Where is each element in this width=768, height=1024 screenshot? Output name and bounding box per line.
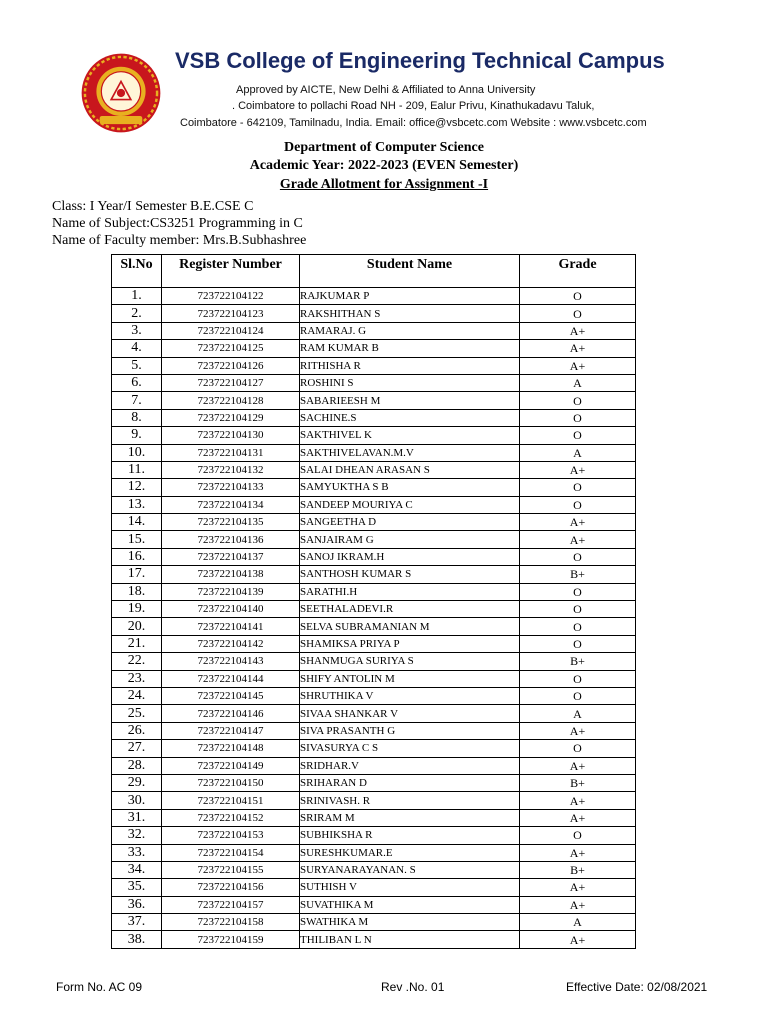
grade-cell: A+ xyxy=(520,340,636,357)
student-name-cell: SURYANARAYANAN. S xyxy=(300,861,520,878)
register-number-cell: 723722104124 xyxy=(162,322,300,339)
register-number-cell: 723722104159 xyxy=(162,931,300,948)
student-name-cell: SANDEEP MOURIYA C xyxy=(300,496,520,513)
grade-cell: O xyxy=(520,601,636,618)
student-name-cell: SUTHISH V xyxy=(300,879,520,896)
grade-cell: A+ xyxy=(520,531,636,548)
serial-number-cell: 36. xyxy=(112,896,162,913)
register-number-cell: 723722104151 xyxy=(162,792,300,809)
grade-cell: A+ xyxy=(520,931,636,948)
header-sl-no: Sl.No xyxy=(112,255,162,288)
form-number: Form No. AC 09 xyxy=(56,980,143,994)
register-number-cell: 723722104123 xyxy=(162,305,300,322)
register-number-cell: 723722104138 xyxy=(162,566,300,583)
register-number-cell: 723722104133 xyxy=(162,479,300,496)
table-row xyxy=(112,322,636,339)
student-name-cell: SUBHIKSHA R xyxy=(300,827,520,844)
table-row xyxy=(112,687,636,704)
student-name-cell: SANJAIRAM G xyxy=(300,531,520,548)
student-name-cell: SELVA SUBRAMANIAN M xyxy=(300,618,520,635)
register-number-cell: 723722104153 xyxy=(162,827,300,844)
student-name-cell: SRIRAM M xyxy=(300,809,520,826)
student-name-cell: SACHINE.S xyxy=(300,409,520,426)
table-row xyxy=(112,722,636,739)
table-row xyxy=(112,670,636,687)
serial-number-cell: 13. xyxy=(112,496,162,513)
student-name-cell: SEETHALADEVI.R xyxy=(300,601,520,618)
table-row xyxy=(112,653,636,670)
register-number-cell: 723722104126 xyxy=(162,357,300,374)
register-number-cell: 723722104131 xyxy=(162,444,300,461)
register-number-cell: 723722104157 xyxy=(162,896,300,913)
grade-cell: O xyxy=(520,496,636,513)
table-row xyxy=(112,548,636,565)
grade-cell: A xyxy=(520,914,636,931)
register-number-cell: 723722104139 xyxy=(162,583,300,600)
document-title: Grade Allotment for Assignment -I xyxy=(279,177,489,192)
student-name-cell: SARATHI.H xyxy=(300,583,520,600)
register-number-cell: 723722104135 xyxy=(162,514,300,531)
serial-number-cell: 3. xyxy=(112,322,162,339)
table-row xyxy=(112,914,636,931)
serial-number-cell: 21. xyxy=(112,635,162,652)
serial-number-cell: 19. xyxy=(112,601,162,618)
serial-number-cell: 38. xyxy=(112,931,162,948)
student-name-cell: SHAMIKSA PRIYA P xyxy=(300,635,520,652)
grade-cell: A xyxy=(520,374,636,391)
register-number-cell: 723722104127 xyxy=(162,374,300,391)
subject-info: Name of Subject:CS3251 Programming in C xyxy=(52,216,303,231)
table-row xyxy=(112,635,636,652)
serial-number-cell: 31. xyxy=(112,809,162,826)
serial-number-cell: 37. xyxy=(112,914,162,931)
student-name-cell: SUVATHIKA M xyxy=(300,896,520,913)
student-name-cell: SRINIVASH. R xyxy=(300,792,520,809)
serial-number-cell: 29. xyxy=(112,774,162,791)
academic-year-heading: Academic Year: 2022-2023 (EVEN Semester) xyxy=(249,158,519,173)
student-name-cell: SIVAA SHANKAR V xyxy=(300,705,520,722)
register-number-cell: 723722104148 xyxy=(162,740,300,757)
student-name-cell: SRIDHAR.V xyxy=(300,757,520,774)
table-row xyxy=(112,357,636,374)
register-number-cell: 723722104150 xyxy=(162,774,300,791)
grades-table-body xyxy=(112,288,636,949)
grade-cell: O xyxy=(520,687,636,704)
register-number-cell: 723722104152 xyxy=(162,809,300,826)
table-row xyxy=(112,861,636,878)
table-row xyxy=(112,461,636,478)
register-number-cell: 723722104140 xyxy=(162,601,300,618)
student-name-cell: SHANMUGA SURIYA S xyxy=(300,653,520,670)
table-row xyxy=(112,531,636,548)
student-name-cell: SWATHIKA M xyxy=(300,914,520,931)
grade-cell: B+ xyxy=(520,653,636,670)
grade-cell: A+ xyxy=(520,357,636,374)
serial-number-cell: 8. xyxy=(112,409,162,426)
grade-cell: A+ xyxy=(520,792,636,809)
serial-number-cell: 20. xyxy=(112,618,162,635)
table-row xyxy=(112,444,636,461)
table-row xyxy=(112,879,636,896)
grade-cell: B+ xyxy=(520,774,636,791)
register-number-cell: 723722104144 xyxy=(162,670,300,687)
grade-cell: A+ xyxy=(520,844,636,861)
table-row xyxy=(112,618,636,635)
table-row xyxy=(112,496,636,513)
grade-cell: O xyxy=(520,618,636,635)
register-number-cell: 723722104129 xyxy=(162,409,300,426)
table-row xyxy=(112,931,636,948)
serial-number-cell: 5. xyxy=(112,357,162,374)
table-row xyxy=(112,844,636,861)
student-name-cell: SAMYUKTHA S B xyxy=(300,479,520,496)
serial-number-cell: 30. xyxy=(112,792,162,809)
table-row xyxy=(112,896,636,913)
table-row xyxy=(112,374,636,391)
table-row xyxy=(112,705,636,722)
approval-text: Approved by AICTE, New Delhi & Affiliated to Anna University xyxy=(236,84,536,96)
table-row xyxy=(112,792,636,809)
serial-number-cell: 17. xyxy=(112,566,162,583)
student-name-cell: SANGEETHA D xyxy=(300,514,520,531)
register-number-cell: 723722104158 xyxy=(162,914,300,931)
table-row xyxy=(112,340,636,357)
serial-number-cell: 33. xyxy=(112,844,162,861)
table-row xyxy=(112,740,636,757)
serial-number-cell: 12. xyxy=(112,479,162,496)
student-name-cell: SURESHKUMAR.E xyxy=(300,844,520,861)
grade-cell: O xyxy=(520,548,636,565)
student-name-cell: SHRUTHIKA V xyxy=(300,687,520,704)
register-number-cell: 723722104143 xyxy=(162,653,300,670)
grade-cell: B+ xyxy=(520,861,636,878)
register-number-cell: 723722104142 xyxy=(162,635,300,652)
serial-number-cell: 24. xyxy=(112,687,162,704)
table-row xyxy=(112,409,636,426)
register-number-cell: 723722104134 xyxy=(162,496,300,513)
serial-number-cell: 15. xyxy=(112,531,162,548)
grade-cell: O xyxy=(520,740,636,757)
student-name-cell: SAKTHIVELAVAN.M.V xyxy=(300,444,520,461)
grade-cell: A+ xyxy=(520,757,636,774)
student-name-cell: SANTHOSH KUMAR S xyxy=(300,566,520,583)
student-name-cell: RAMARAJ. G xyxy=(300,322,520,339)
grade-cell: A+ xyxy=(520,322,636,339)
grade-cell: O xyxy=(520,427,636,444)
serial-number-cell: 25. xyxy=(112,705,162,722)
grade-cell: O xyxy=(520,583,636,600)
address-line-1: . Coimbatore to pollachi Road NH - 209, Ealur Privu, Kinathukadavu Taluk, xyxy=(232,100,595,112)
table-row xyxy=(112,774,636,791)
serial-number-cell: 23. xyxy=(112,670,162,687)
student-name-cell: THILIBAN L N xyxy=(300,931,520,948)
register-number-cell: 723722104147 xyxy=(162,722,300,739)
serial-number-cell: 28. xyxy=(112,757,162,774)
serial-number-cell: 26. xyxy=(112,722,162,739)
serial-number-cell: 7. xyxy=(112,392,162,409)
table-row xyxy=(112,479,636,496)
serial-number-cell: 14. xyxy=(112,514,162,531)
grade-cell: B+ xyxy=(520,566,636,583)
grade-cell: A+ xyxy=(520,896,636,913)
register-number-cell: 723722104145 xyxy=(162,687,300,704)
register-number-cell: 723722104156 xyxy=(162,879,300,896)
serial-number-cell: 32. xyxy=(112,827,162,844)
student-name-cell: ROSHINI S xyxy=(300,374,520,391)
serial-number-cell: 1. xyxy=(112,288,162,305)
revision-number: Rev .No. 01 xyxy=(381,980,445,994)
serial-number-cell: 34. xyxy=(112,861,162,878)
table-row xyxy=(112,566,636,583)
register-number-cell: 723722104130 xyxy=(162,427,300,444)
student-name-cell: RAJKUMAR P xyxy=(300,288,520,305)
serial-number-cell: 27. xyxy=(112,740,162,757)
serial-number-cell: 18. xyxy=(112,583,162,600)
student-name-cell: RAKSHITHAN S xyxy=(300,305,520,322)
grade-cell: O xyxy=(520,827,636,844)
student-name-cell: SALAI DHEAN ARASAN S xyxy=(300,461,520,478)
grade-cell: O xyxy=(520,288,636,305)
grade-cell: A xyxy=(520,444,636,461)
student-name-cell: SANOJ IKRAM.H xyxy=(300,548,520,565)
effective-date: Effective Date: 02/08/2021 xyxy=(566,980,708,994)
student-name-cell: SRIHARAN D xyxy=(300,774,520,791)
grade-cell: O xyxy=(520,635,636,652)
grade-cell: O xyxy=(520,670,636,687)
student-name-cell: RITHISHA R xyxy=(300,357,520,374)
faculty-info: Name of Faculty member: Mrs.B.Subhashree xyxy=(52,233,307,248)
register-number-cell: 723722104137 xyxy=(162,548,300,565)
department-heading: Department of Computer Science xyxy=(284,140,484,155)
grade-cell: O xyxy=(520,392,636,409)
header-register-number: Register Number xyxy=(162,255,300,288)
register-number-cell: 723722104136 xyxy=(162,531,300,548)
serial-number-cell: 6. xyxy=(112,374,162,391)
serial-number-cell: 10. xyxy=(112,444,162,461)
table-row xyxy=(112,427,636,444)
college-name: VSB College of Engineering Technical Campus xyxy=(175,48,665,73)
register-number-cell: 723722104125 xyxy=(162,340,300,357)
table-row xyxy=(112,601,636,618)
student-name-cell: SABARIEESH M xyxy=(300,392,520,409)
serial-number-cell: 9. xyxy=(112,427,162,444)
table-row xyxy=(112,809,636,826)
grade-cell: A+ xyxy=(520,879,636,896)
table-row xyxy=(112,288,636,305)
table-row xyxy=(112,583,636,600)
header-grade: Grade xyxy=(520,255,636,288)
student-name-cell: SHIFY ANTOLIN M xyxy=(300,670,520,687)
register-number-cell: 723722104146 xyxy=(162,705,300,722)
grade-cell: O xyxy=(520,479,636,496)
serial-number-cell: 22. xyxy=(112,653,162,670)
serial-number-cell: 4. xyxy=(112,340,162,357)
college-emblem-icon xyxy=(80,52,162,134)
grade-cell: A+ xyxy=(520,809,636,826)
register-number-cell: 723722104154 xyxy=(162,844,300,861)
grade-cell: A+ xyxy=(520,461,636,478)
serial-number-cell: 11. xyxy=(112,461,162,478)
student-name-cell: RAM KUMAR B xyxy=(300,340,520,357)
grade-cell: O xyxy=(520,409,636,426)
register-number-cell: 723722104149 xyxy=(162,757,300,774)
grades-table xyxy=(111,254,636,949)
grade-cell: A xyxy=(520,705,636,722)
student-name-cell: SIVASURYA C S xyxy=(300,740,520,757)
register-number-cell: 723722104132 xyxy=(162,461,300,478)
header-student-name: Student Name xyxy=(300,255,520,288)
table-row xyxy=(112,757,636,774)
register-number-cell: 723722104122 xyxy=(162,288,300,305)
table-header-row xyxy=(112,255,636,288)
grade-cell: A+ xyxy=(520,722,636,739)
address-line-2: Coimbatore - 642109, Tamilnadu, India. Email: office@vsbcetc.com Website : www.vsbcetc.com xyxy=(180,117,647,129)
serial-number-cell: 2. xyxy=(112,305,162,322)
table-row xyxy=(112,305,636,322)
grade-cell: O xyxy=(520,305,636,322)
register-number-cell: 723722104155 xyxy=(162,861,300,878)
table-row xyxy=(112,392,636,409)
register-number-cell: 723722104141 xyxy=(162,618,300,635)
register-number-cell: 723722104128 xyxy=(162,392,300,409)
serial-number-cell: 35. xyxy=(112,879,162,896)
serial-number-cell: 16. xyxy=(112,548,162,565)
class-info: Class: I Year/I Semester B.E.CSE C xyxy=(52,199,254,214)
table-row xyxy=(112,827,636,844)
student-name-cell: SIVA PRASANTH G xyxy=(300,722,520,739)
student-name-cell: SAKTHIVEL K xyxy=(300,427,520,444)
table-row xyxy=(112,514,636,531)
grade-cell: A+ xyxy=(520,514,636,531)
